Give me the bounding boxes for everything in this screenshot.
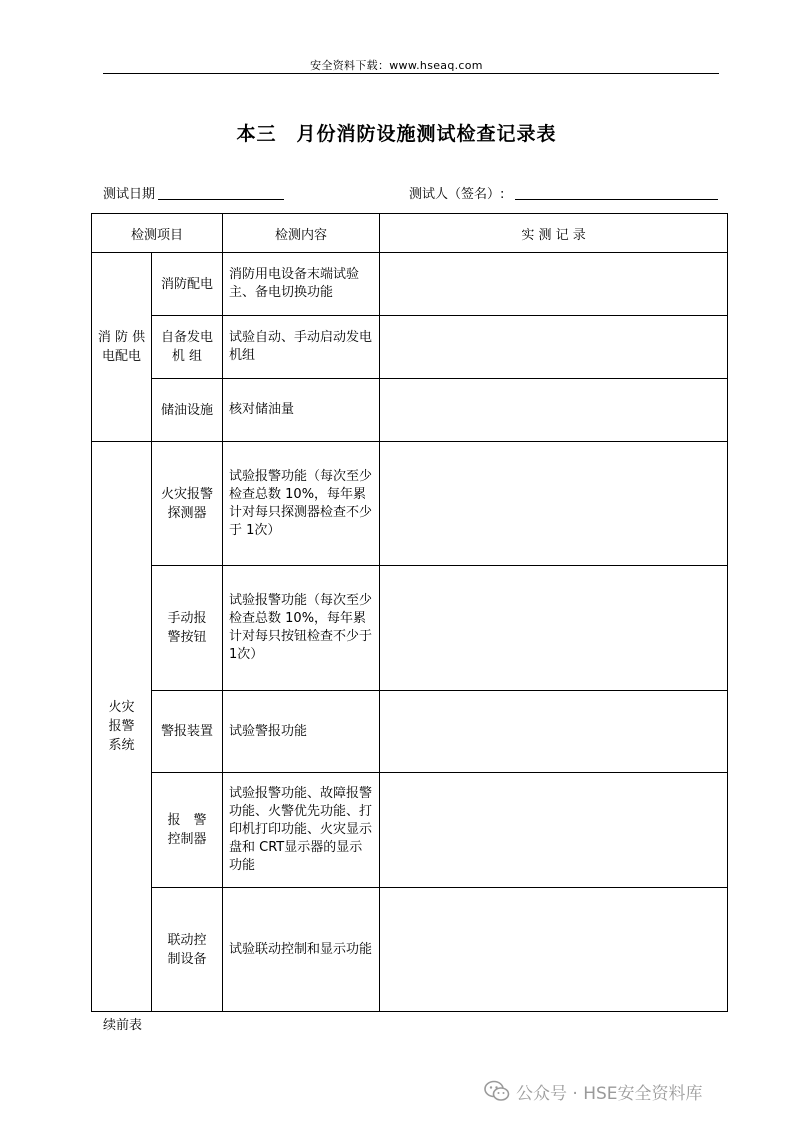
record-cell[interactable] (380, 253, 728, 316)
header-inspection-content: 检测内容 (223, 214, 380, 253)
content-cell: 试验警报功能 (223, 691, 380, 773)
item-cell (152, 316, 223, 379)
record-cell[interactable] (380, 691, 728, 773)
table-row (92, 316, 728, 379)
table-row (92, 773, 728, 888)
inspection-record-table (91, 213, 728, 1012)
item-label: 手动报警按钮 (167, 611, 207, 645)
item-label: 火灾报警探测器 (160, 486, 213, 521)
item-cell: 储油设施 (152, 379, 223, 442)
item-label: 联动控制设备 (167, 932, 207, 967)
item-label: 自备发电机 组 (160, 330, 213, 364)
tester-label: 测试人（签名）: (409, 187, 505, 202)
header-actual-record: 实 测 记 录 (380, 214, 728, 253)
content-cell: 试验报警功能（每次至少检查总数 10%，每年累计对每只按钮检查不少于 1次） (223, 566, 380, 691)
header-inspection-item: 检测项目 (92, 214, 223, 253)
record-cell[interactable] (380, 379, 728, 442)
category-fire-alarm-system (92, 442, 152, 1012)
table-row (92, 253, 728, 316)
item-cell: 消防配电 (152, 253, 223, 316)
item-cell (152, 566, 223, 691)
item-label: 报 警控制器 (167, 813, 207, 847)
table-row (92, 691, 728, 773)
content-cell: 试验报警功能（每次至少检查总数 10%，每年累计对每只探测器检查不少于 1次） (223, 442, 380, 566)
item-cell (152, 888, 223, 1012)
header-rule (103, 73, 719, 74)
table-header-row (92, 214, 728, 253)
test-date-line (158, 199, 284, 200)
table-row (92, 888, 728, 1012)
item-cell (152, 773, 223, 888)
record-cell[interactable] (380, 773, 728, 888)
content-cell: 试验联动控制和显示功能 (223, 888, 380, 1012)
watermark-text: 公众号 · HSE安全资料库 (516, 1083, 703, 1104)
table-row (92, 566, 728, 691)
item-cell: 警报装置 (152, 691, 223, 773)
test-date-label: 测试日期 (103, 187, 156, 202)
table-row (92, 379, 728, 442)
continued-note: 续前表 (103, 1018, 143, 1033)
wechat-icon (484, 1080, 510, 1102)
record-cell[interactable] (380, 888, 728, 1012)
watermark (484, 1078, 703, 1104)
table-row (92, 442, 728, 566)
record-cell[interactable] (380, 566, 728, 691)
document-title: 本三 月份消防设施测试检查记录表 (236, 123, 557, 145)
page-header: 安全资料下载：www.hseaq.com (310, 59, 483, 72)
category-label: 火灾报警系统 (108, 700, 135, 753)
content-cell: 试验自动、手动启动发电机组 (223, 316, 380, 379)
content-cell: 试验报警功能、故障报警功能、火警优先功能、打印机打印功能、火灾显示盘和 CRT显示器的显示功能 (223, 773, 380, 888)
record-cell[interactable] (380, 316, 728, 379)
category-fire-power-supply (92, 253, 152, 442)
tester-signature-line (515, 199, 718, 200)
category-label: 消 防 供电配电 (97, 330, 146, 364)
record-cell[interactable] (380, 442, 728, 566)
item-cell (152, 442, 223, 566)
content-cell: 核对储油量 (223, 379, 380, 442)
content-cell: 消防用电设备末端试验主、备电切换功能 (223, 253, 380, 316)
